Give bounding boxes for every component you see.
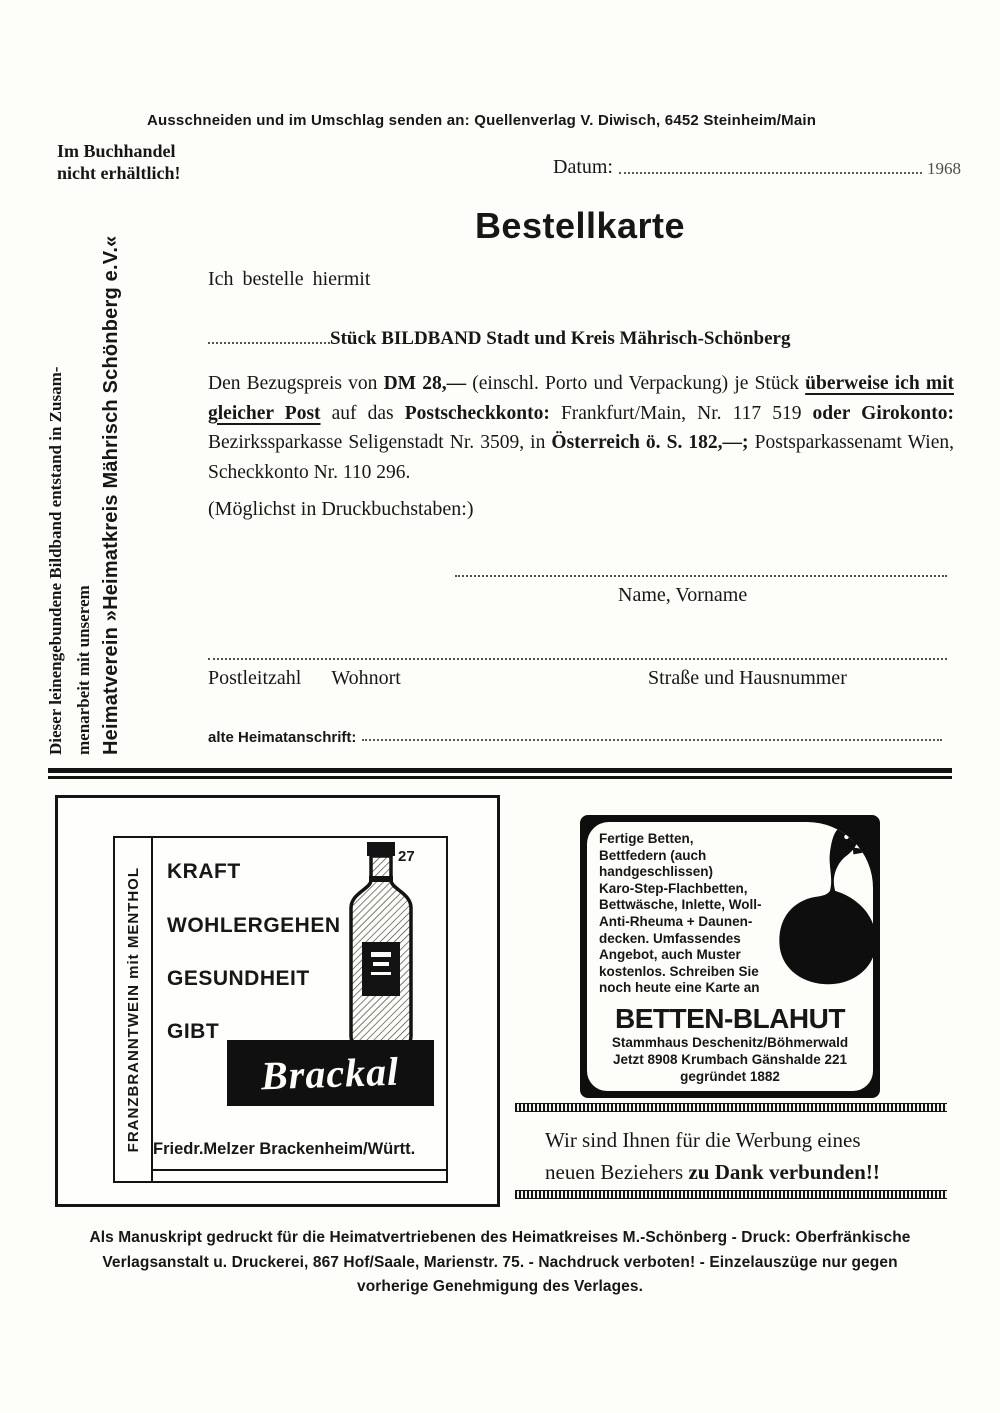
margin-note-line-1: Dieser leinengebundene Bildband entstand in Zusam-: [46, 366, 65, 755]
date-dotted-line: [619, 172, 922, 174]
footer-line-2: Verlagsanstalt u. Druckerei, 867 Hof/Saale, Marienstr. 75. - Nachdruck verboten! - Einzelauszüge nur gegen: [102, 1253, 898, 1271]
payment-transfer-note: überweise ich mit gleicher Post: [208, 373, 954, 424]
brackal-logo-text: Brackal: [260, 1048, 401, 1098]
brackal-inner-frame: [113, 836, 448, 1183]
payment-text-segment: Den Bezugspreis von: [208, 373, 384, 394]
hatch-bar-top: [515, 1103, 947, 1112]
margin-note-line-2: menarbeit mit unserem: [74, 585, 93, 755]
name-field-rule: [455, 575, 947, 577]
betten-body-line: Angebot, auch Muster: [599, 947, 741, 963]
brackal-slogan-line: GIBT: [167, 1020, 220, 1043]
send-instruction: Ausschneiden und im Umschlag senden an: Quellenverlag V. Diwisch, 6452 Steinheim/Main: [147, 112, 817, 129]
betten-address-line-1: Stammhaus Deschenitz/Böhmerwald: [611, 1035, 849, 1050]
brandy-bottle-illustration: [328, 842, 434, 1052]
quantity-line: [208, 328, 790, 350]
old-address-label: alte Heimatanschrift:: [208, 729, 357, 746]
payment-girokonto-label: oder Girokonto:: [812, 402, 954, 424]
not-in-bookstores-line-1: Im Buchhandel: [57, 141, 176, 161]
imprint-footer: [48, 1226, 952, 1300]
betten-body-line: Karo-Step-Flachbetten,: [599, 880, 748, 896]
betten-body-text: [599, 831, 762, 997]
quantity-blank-field: [208, 328, 330, 344]
date-year: 1968: [927, 159, 961, 178]
betten-address-line-3: gegründet 1882: [680, 1069, 780, 1084]
ad-betten-blahut: [580, 815, 880, 1098]
payment-text-segment: Bezirkssparkasse Seligenstadt Nr. 3509, in: [208, 432, 552, 453]
payment-paragraph: [208, 369, 954, 487]
thanks-line-2-bold: zu Dank verbunden!!: [688, 1160, 880, 1184]
street-label: Straße und Hausnummer: [648, 667, 847, 689]
postal-label: Postleitzahl: [208, 667, 302, 689]
old-address-row: [208, 729, 947, 746]
betten-brand: BETTEN-BLAHUT: [615, 1003, 845, 1034]
name-field-label: Name, Vorname: [618, 584, 748, 606]
payment-austria-price: Österreich ö. S. 182,—;: [551, 432, 749, 453]
thanks-line-1: Wir sind Ihnen für die Werbung eines: [545, 1128, 861, 1152]
thanks-line-2: [545, 1156, 880, 1188]
ad-brackal: [55, 795, 500, 1207]
swan-illustration: [755, 822, 873, 988]
betten-body-line: Bettwäsche, Inlette, Woll-: [599, 897, 762, 913]
brackal-imprint: Friedr.Melzer Brackenheim/Württ.: [153, 1140, 447, 1171]
betten-body-line: kostenlos. Schreiben Sie: [599, 963, 759, 979]
divider-bar-thin: [48, 776, 952, 779]
payment-postscheckkonto-label: Postscheckkonto:: [404, 402, 550, 424]
payment-text-segment: Postsparkassenamt Wien, Scheckkonto Nr. 110 296.: [208, 432, 955, 483]
brackal-logo-box: [227, 1040, 434, 1106]
betten-body-line: handgeschlissen): [599, 864, 714, 880]
betten-body-line: Bettfedern (auch: [599, 847, 707, 863]
betten-body-line: decken. Umfassendes: [599, 930, 741, 946]
franzbranntwein-strip: [115, 838, 153, 1181]
thanks-note: [545, 1124, 880, 1188]
betten-body-line: noch heute eine Karte an: [599, 980, 760, 996]
footer-line-3: vorherige Genehmigung des Verlages.: [356, 1278, 644, 1295]
order-intro: Ich bestelle hiermit: [208, 268, 371, 290]
betten-address-line-2: Jetzt 8908 Krumbach Gänshalde 221: [612, 1052, 848, 1067]
betten-inner-panel: [587, 822, 873, 1091]
footer-line-1: Als Manuskript gedruckt für die Heimatvertriebenen des Heimatkreises M.-Schönberg - Druck: Oberfränkische: [89, 1229, 911, 1246]
city-label: Wohnort: [331, 667, 401, 689]
address-field-rule: [208, 658, 947, 660]
thanks-line-2-regular: neuen Beziehers: [545, 1160, 689, 1184]
brackal-slogan-line: GESUNDHEIT: [167, 967, 310, 990]
payment-text-segment: auf das: [320, 402, 405, 424]
brackal-corner-number: 27: [398, 848, 415, 865]
brackal-slogan-line: WOHLERGEHEN: [167, 914, 341, 937]
quantity-item-text: Stück BILDBAND Stadt und Kreis Mährisch-Schönberg: [330, 328, 791, 349]
old-address-dotted-line: [362, 739, 942, 741]
page-title: Bestellkarte: [474, 205, 686, 246]
margin-note-line-3: Heimatverein »Heimatkreis Mährisch Schönberg e.V.«: [100, 235, 122, 755]
betten-body-line: Anti-Rheuma + Daunen-: [599, 913, 753, 929]
postal-city-labels: [208, 667, 401, 690]
payment-text-segment: Frankfurt/Main, Nr. 117 519: [549, 402, 813, 424]
not-in-bookstores-note: [57, 140, 181, 184]
payment-text-segment: (einschl. Porto und Verpackung) je Stück: [466, 373, 806, 394]
date-row: [553, 156, 961, 179]
franzbranntwein-vertical-label: FRANZBRANNTWEIN mit MENTHOL: [124, 866, 142, 1153]
hatch-bar-bottom: [515, 1190, 947, 1199]
brackal-slogan-line: KRAFT: [167, 860, 241, 883]
block-letters-note: (Möglichst in Druckbuchstaben:): [208, 498, 474, 520]
date-label: Datum:: [553, 156, 613, 178]
payment-price: DM 28,—: [383, 373, 467, 394]
betten-body-line: Fertige Betten,: [599, 831, 694, 846]
not-in-bookstores-line-2: nicht erhältlich!: [57, 163, 181, 183]
section-divider: [48, 768, 952, 779]
